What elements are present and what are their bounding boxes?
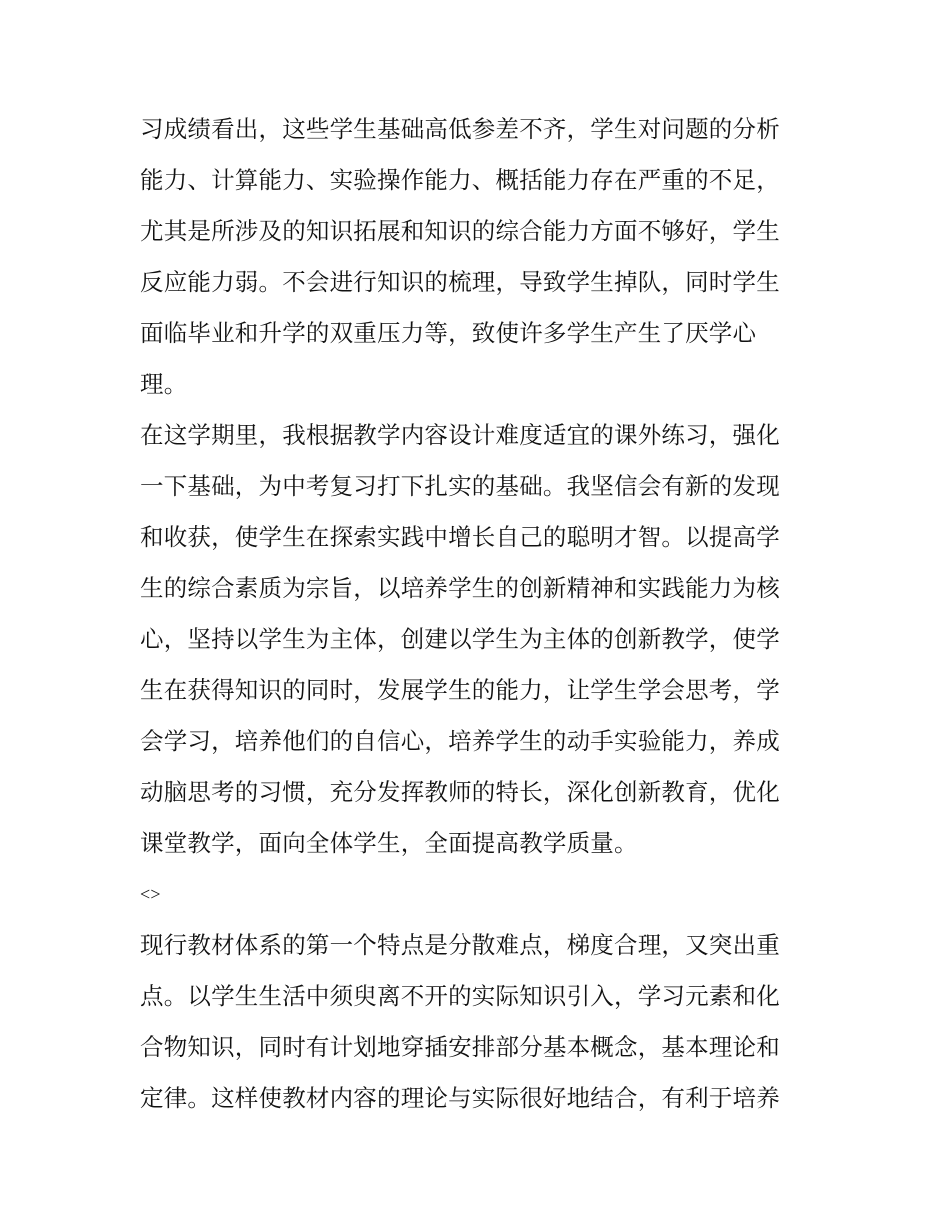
- text-line: 定律。这样使教材内容的理论与实际很好地结合，有利于培养: [140, 1084, 780, 1112]
- text-line: 生的综合素质为宗旨，以培养学生的创新精神和实践能力为核: [140, 574, 780, 602]
- paragraph-3: [140, 920, 830, 1124]
- document-body: [140, 104, 830, 1124]
- paragraph-1: [140, 104, 830, 410]
- text-line: 尤其是所涉及的知识拓展和知识的综合能力方面不够好，学生: [140, 217, 780, 245]
- text-line: 一下基础，为中考复习打下扎实的基础。我坚信会有新的发现: [140, 472, 780, 500]
- text-line: 面临毕业和升学的双重压力等，致使许多学生产生了厌学心: [140, 319, 757, 347]
- text-line: 点。以学生生活中须臾离不开的实际知识引入，学习元素和化: [140, 982, 780, 1010]
- text-line: 动脑思考的习惯，充分发挥教师的特长，深化创新教育，优化: [140, 778, 780, 806]
- section-separator: <>: [140, 884, 161, 904]
- text-line: 合物知识，同时有计划地穿插安排部分基本概念，基本理论和: [140, 1033, 780, 1061]
- text-line: 会学习，培养他们的自信心，培养学生的动手实验能力，养成: [140, 727, 780, 755]
- text-line: 能力、计算能力、实验操作能力、概括能力存在严重的不足，: [140, 166, 780, 194]
- text-line: 和收获，使学生在探索实践中增长自己的聪明才智。以提高学: [140, 523, 780, 551]
- paragraph-2: [140, 410, 830, 869]
- text-line: 课堂教学，面向全体学生，全面提高教学质量。: [140, 829, 638, 857]
- text-line: 理。: [140, 370, 188, 398]
- text-line: 现行教材体系的第一个特点是分散难点，梯度合理，又突出重: [140, 931, 780, 959]
- text-line: 在这学期里，我根据教学内容设计难度适宜的课外练习，强化: [140, 421, 780, 449]
- text-line: 反应能力弱。不会进行知识的梳理，导致学生掉队，同时学生: [140, 268, 780, 296]
- text-line: 心，坚持以学生为主体，创建以学生为主体的创新教学，使学: [140, 625, 780, 653]
- text-line: 生在获得知识的同时，发展学生的能力，让学生学会思考，学: [140, 676, 780, 704]
- text-line: 习成绩看出，这些学生基础高低参差不齐，学生对问题的分析: [140, 115, 780, 143]
